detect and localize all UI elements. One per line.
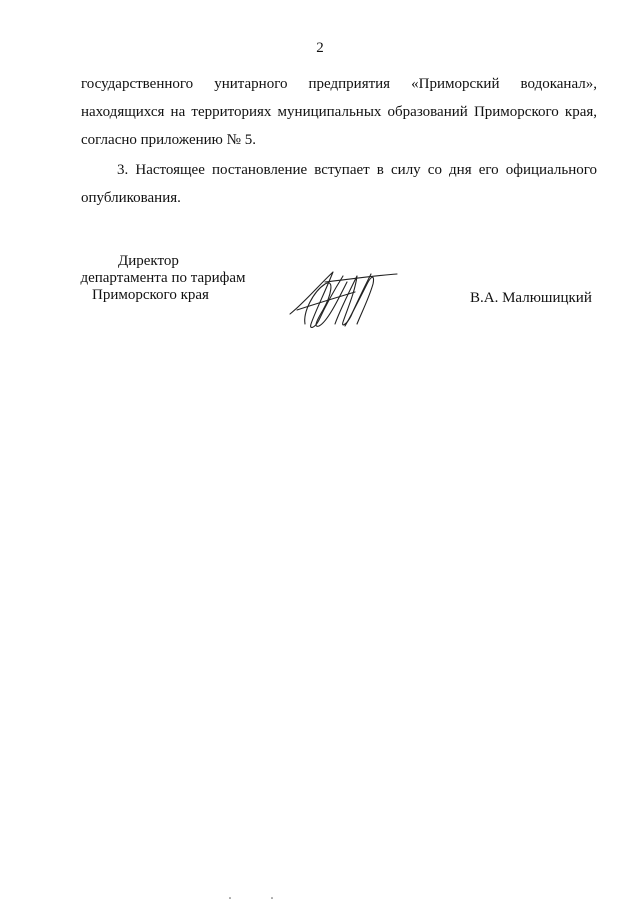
paragraph-continuation: [81, 70, 597, 154]
text-line: находящихся на территориях муниципальных образований Приморского края,: [81, 104, 597, 120]
paragraph-3: [81, 156, 597, 212]
page-number: 2: [316, 40, 324, 56]
signatory-title-line: Директор: [118, 253, 179, 269]
signatory-title-line: Приморского края: [92, 287, 209, 303]
signatory-title-line: департамента по тарифам: [80, 270, 246, 286]
signatory-name: В.А. Малюшицкий: [470, 290, 592, 306]
text-line: опубликования.: [81, 190, 181, 206]
text-line: согласно приложению № 5.: [81, 132, 256, 148]
signatory-title: [78, 253, 248, 304]
text-line: 3. Настоящее постановление вступает в силу со дня его официального: [117, 162, 597, 178]
document-body: [81, 70, 597, 212]
text-line: государственного унитарного предприятия «Приморский водоканал»,: [81, 76, 597, 92]
handwritten-signature-icon: [285, 262, 400, 337]
